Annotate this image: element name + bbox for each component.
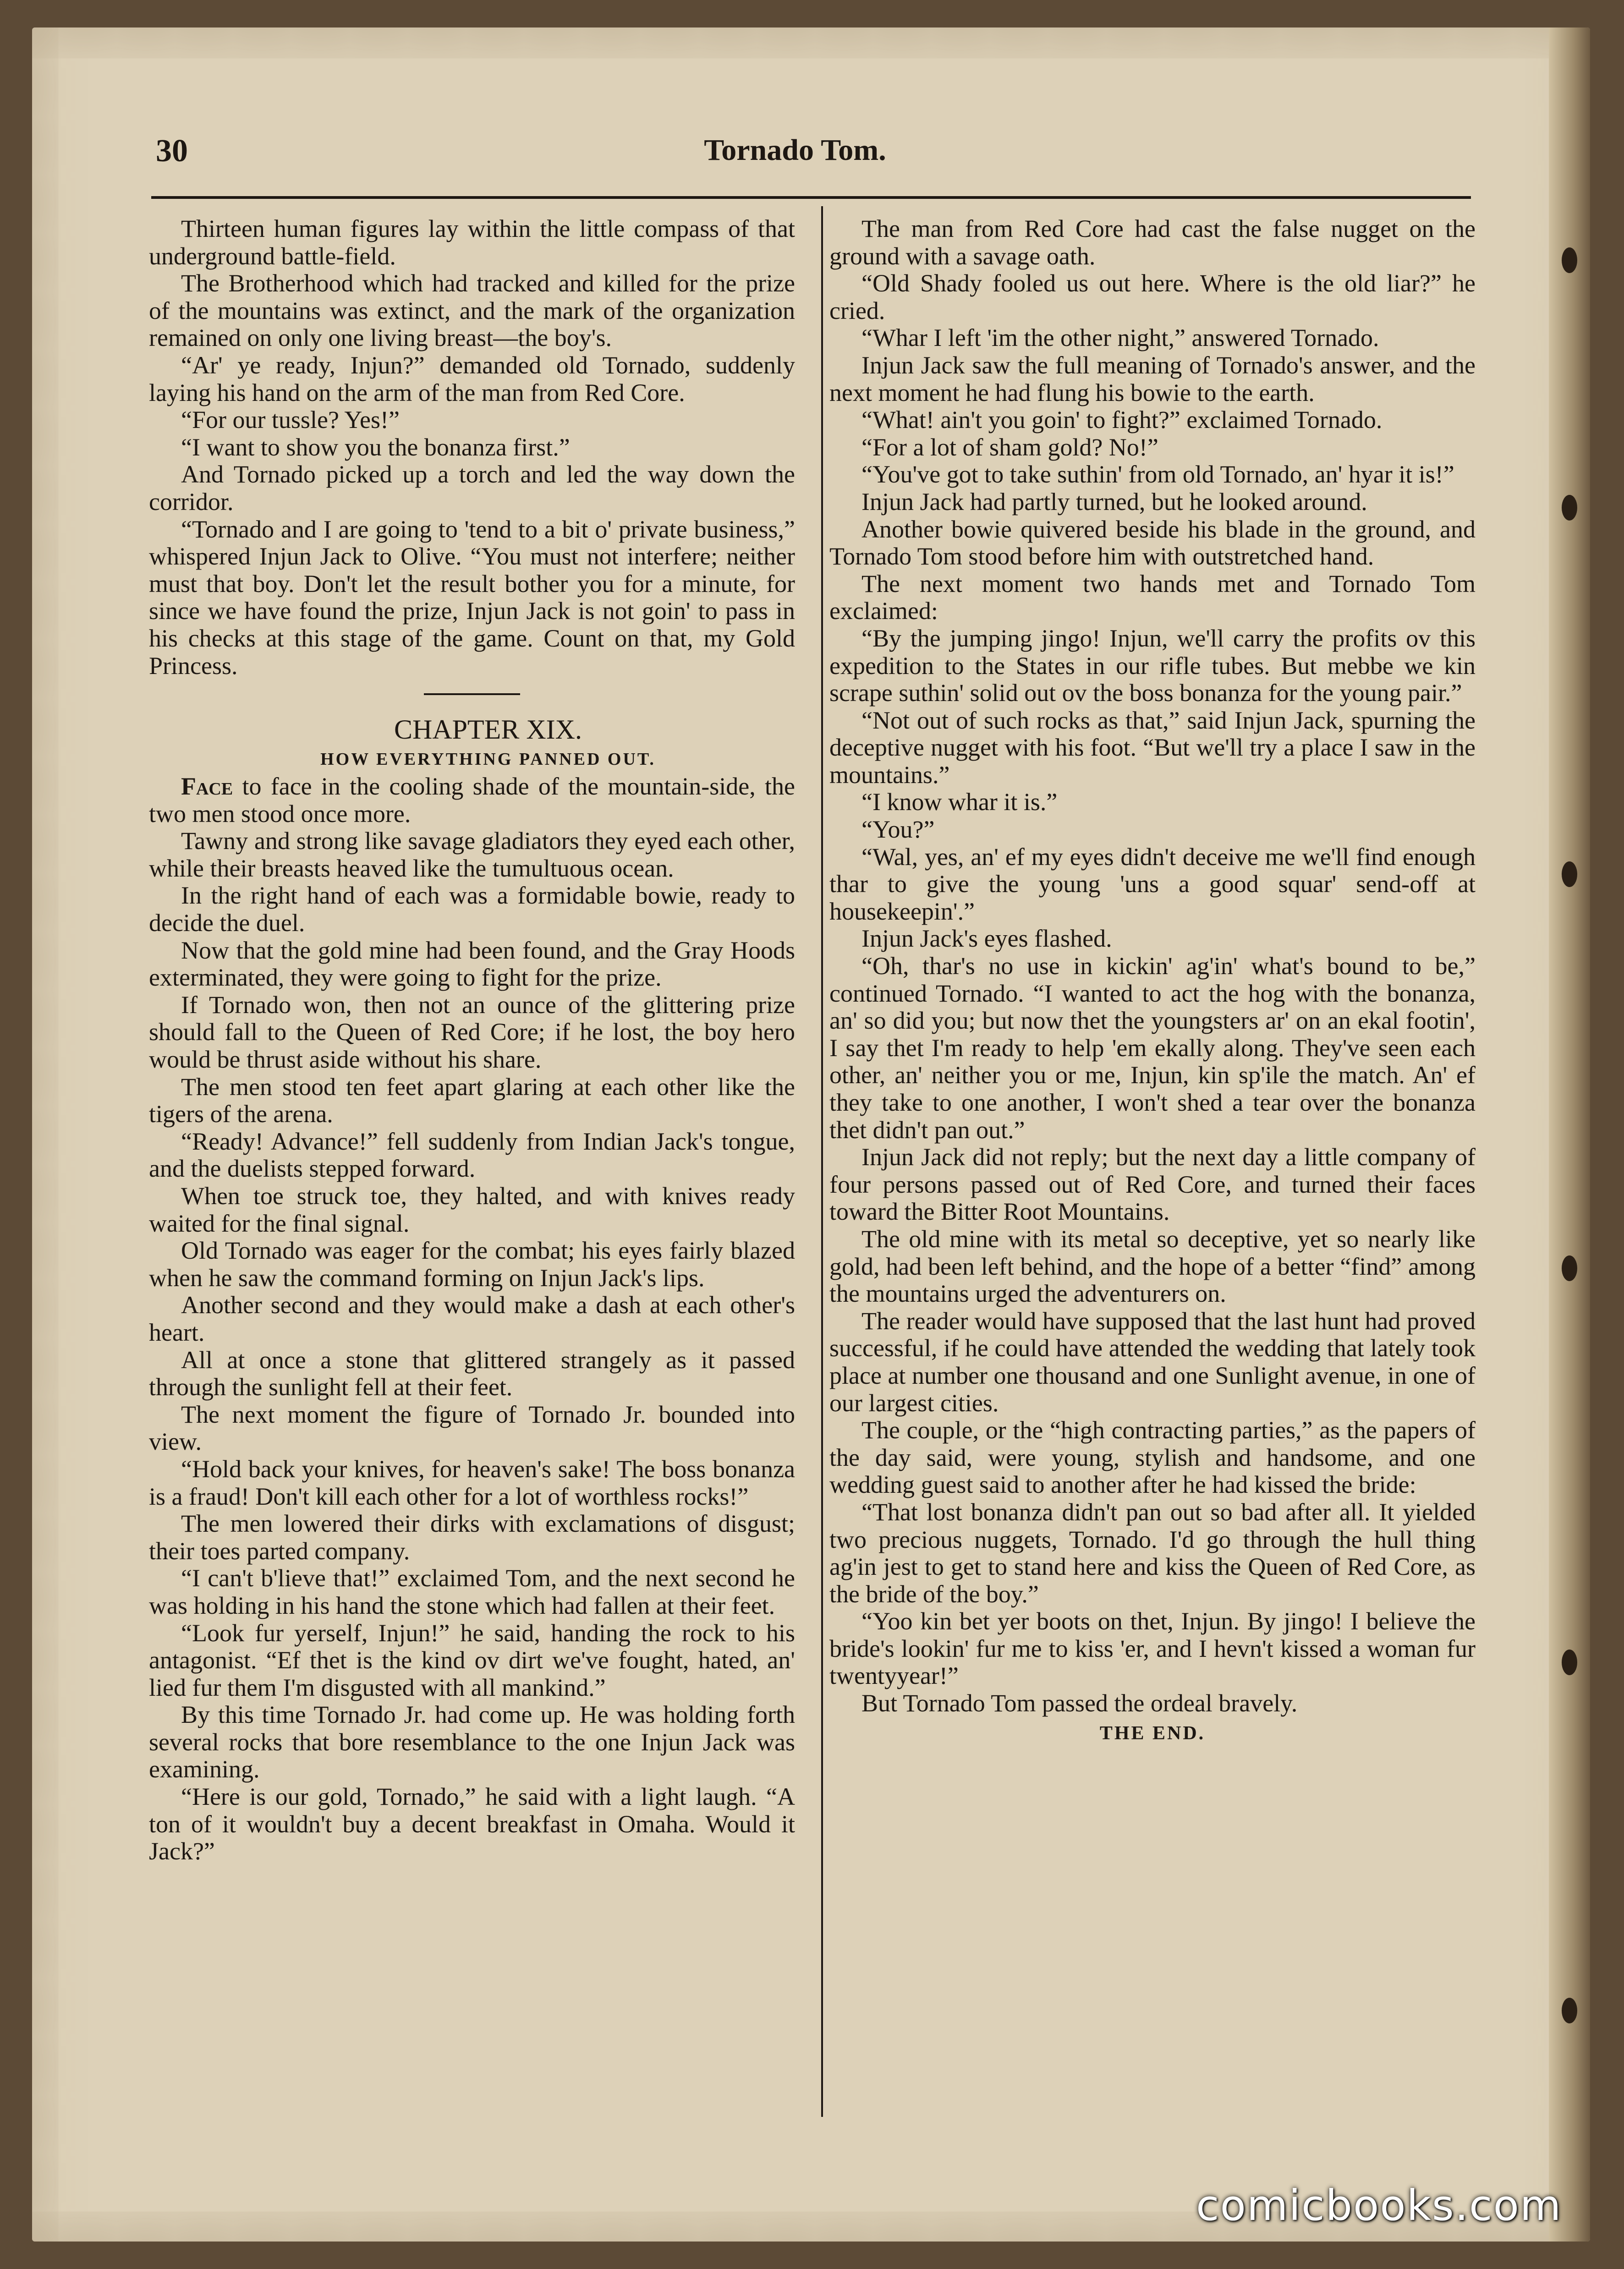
paragraph: The next moment two hands met and Tornado Tom exclaimed: <box>829 570 1476 625</box>
binding-hole <box>1562 247 1577 273</box>
the-end-label: THE END. <box>1099 1722 1206 1744</box>
binding-hole <box>1562 1255 1577 1281</box>
paragraph: “You've got to take suthin' from old Tornado, an' hyar it is!” <box>861 460 1454 488</box>
column-divider <box>821 206 823 2117</box>
paragraph: The man from Red Core had cast the false nugget on the ground with a savage oath. <box>829 215 1476 270</box>
paragraph: When toe struck toe, they halted, and with knives ready waited for the final signal. <box>149 1182 795 1237</box>
left-column <box>149 215 795 1865</box>
paragraph: “You?” <box>861 816 935 844</box>
paragraph: The couple, or the “high contracting parties,” as the papers of the day said, were young, stylish and handsome, and one wedding guest said to another after he had kissed the bride: <box>829 1416 1476 1499</box>
paragraph: “Look fur yerself, Injun!” he said, handing the rock to his antagonist. “Ef thet is the kind ov dirt we've fought, hated, an' lied fur them I'm disgusted with all mankind.” <box>149 1619 795 1701</box>
chapter-first-word: Face <box>181 773 233 800</box>
paragraph: “Whar I left 'im the other night,” answered Tornado. <box>861 324 1379 352</box>
paragraph: “For our tussle? Yes!” <box>181 406 400 434</box>
paragraph: “For a lot of sham gold? No!” <box>861 433 1158 461</box>
paragraph: Another second and they would make a dash at each other's heart. <box>149 1291 795 1346</box>
paragraph: By this time Tornado Jr. had come up. He was holding forth several rocks that bore resemblance to the one Injun Jack was examining. <box>149 1701 795 1783</box>
paragraph: The Brotherhood which had tracked and killed for the prize of the mountains was extinct, and the mark of the organization remained on only one living breast—the boy's. <box>149 269 795 352</box>
page-binding-edge <box>1549 27 1590 2242</box>
paragraph: “I know whar it is.” <box>861 788 1058 816</box>
paragraph: “I want to show you the bonanza first.” <box>181 433 570 461</box>
paragraph: “Oh, thar's no use in kickin' ag'in' what's bound to be,” continued Tornado. “I wanted to act the hog with the bonanza, an' so did you; but now thet the youngsters ar' on an ekal footin', I say thet I'm ready to help 'em ekally along. They've seen each other, an' neither you or me, Injun, kin sp'ile the match. An' ef they take to one another, I won't shed a tear over the bonanza thet didn't pan out.” <box>829 952 1476 1144</box>
paragraph: Injun Jack did not reply; but the next day a little company of four persons passed out of Red Core, and turned their faces toward the Bitter Root Mountains. <box>829 1143 1476 1226</box>
paragraph: “By the jumping jingo! Injun, we'll carry the profits ov this expedition to the States in our rifle tubes. But mebbe we kin scrape suthin' solid out ov the boss bonanza for the young pair.” <box>829 624 1476 707</box>
chapter-first-paragraph <box>149 773 795 828</box>
binding-hole <box>1562 495 1577 521</box>
running-title: Tornado Tom. <box>704 133 886 167</box>
paragraph: Old Tornado was eager for the combat; his eyes fairly blazed when he saw the command forming on Injun Jack's lips. <box>149 1237 795 1292</box>
page-number: 30 <box>156 133 188 169</box>
paragraph: But Tornado Tom passed the ordeal bravely. <box>861 1689 1298 1717</box>
paragraph: “Ready! Advance!” fell suddenly from Indian Jack's tongue, and the duelists stepped forward. <box>149 1127 795 1183</box>
chapter-subtitle: HOW EVERYTHING PANNED OUT. <box>320 750 656 769</box>
paragraph: “I can't b'lieve that!” exclaimed Tom, and the next second he was holding in his hand the stone which had fallen at their feet. <box>149 1564 795 1619</box>
paragraph: Injun Jack had partly turned, but he looked around. <box>861 488 1367 515</box>
paragraph: All at once a stone that glittered strangely as it passed through the sunlight fell at their feet. <box>149 1346 795 1401</box>
paragraph: The men stood ten feet apart glaring at each other like the tigers of the arena. <box>149 1073 795 1128</box>
paragraph: Now that the gold mine had been found, and the Gray Hoods exterminated, they were going to fight for the prize. <box>149 936 795 992</box>
paragraph: “Not out of such rocks as that,” said Injun Jack, spurning the deceptive nugget with his foot. “But we'll try a place I saw in the mountains.” <box>829 706 1476 789</box>
binding-hole <box>1562 861 1577 887</box>
paragraph: The next moment the figure of Tornado Jr. bounded into view. <box>149 1400 795 1456</box>
paragraph: “Wal, yes, an' ef my eyes didn't deceive me we'll find enough thar to give the young 'uns a good squar' send-off at housekeepin'.” <box>829 843 1476 925</box>
header-rule <box>151 196 1471 199</box>
paragraph: In the right hand of each was a formidable bowie, ready to decide the duel. <box>149 882 795 937</box>
binding-hole <box>1562 1998 1577 2023</box>
paragraph: “What! ain't you goin' to fight?” exclaimed Tornado. <box>861 406 1383 434</box>
paragraph: Injun Jack's eyes flashed. <box>861 925 1112 953</box>
page-header <box>124 133 1466 179</box>
chapter-divider <box>424 693 520 695</box>
paragraph: The old mine with its metal so deceptive, yet so nearly like gold, had been left behind, and the hope of a better “find” among the mountains urged the adventurers on. <box>829 1225 1476 1308</box>
paragraph: Tawny and strong like savage gladiators they eyed each other, while their breasts heaved like the tumultuous ocean. <box>149 827 795 882</box>
paragraph: “Here is our gold, Tornado,” he said with a light laugh. “A ton of it wouldn't buy a decent breakfast in Omaha. Would it Jack?” <box>149 1783 795 1865</box>
paragraph: If Tornado won, then not an ounce of the glittering prize should fall to the Queen of Red Core; if he lost, the boy hero would be thrust aside without his share. <box>149 991 795 1074</box>
chapter-first-paragraph-text: to face in the cooling shade of the mountain-side, the two men stood once more. <box>149 773 795 828</box>
paragraph: “Old Shady fooled us out here. Where is the old liar?” he cried. <box>829 269 1476 324</box>
paragraph: Another bowie quivered beside his blade in the ground, and Tornado Tom stood before him with outstretched hand. <box>829 515 1476 570</box>
right-column <box>829 215 1476 1747</box>
paragraph: The men lowered their dirks with exclamations of disgust; their toes parted company. <box>149 1510 795 1565</box>
paragraph: “Yoo kin bet yer boots on thet, Injun. By jingo! I believe the bride's lookin' fur me to kiss 'er, and I hevn't kissed a woman fur twentyyear!” <box>829 1607 1476 1690</box>
paragraph: Thirteen human figures lay within the little compass of that underground battle-field. <box>149 215 795 270</box>
paragraph: Injun Jack saw the full meaning of Tornado's answer, and the next moment he had flung his bowie to the earth. <box>829 351 1476 406</box>
paragraph: And Tornado picked up a torch and led the way down the corridor. <box>149 460 795 515</box>
binding-hole <box>1562 1650 1577 1675</box>
watermark: comicbooks.com <box>1196 2181 1562 2230</box>
paragraph: “Tornado and I are going to 'tend to a bit o' private business,” whispered Injun Jack to Olive. “You must not interfere; neither must that boy. Don't let the result bother you for a minute, for since we have found the prize, Injun Jack is not goin' to pass in his checks at this stage of the game. Count on that, my Gold Princess. <box>149 515 795 680</box>
paragraph: The reader would have supposed that the last hunt had proved successful, if he could have attended the wedding that lately took place at number one thousand and one Sunlight avenue, in one of our largest cities. <box>829 1307 1476 1417</box>
paragraph: “That lost bonanza didn't pan out so bad after all. It yielded two precious nuggets, Tornado. I'd go through the hull thing ag'in jest to get to stand here and kiss the Queen of Red Core, as the bride of the boy.” <box>829 1498 1476 1608</box>
paragraph: “Ar' ye ready, Injun?” demanded old Tornado, suddenly laying his hand on the arm of the man from Red Core. <box>149 351 795 406</box>
chapter-title: CHAPTER XIX. <box>394 714 582 745</box>
paragraph: “Hold back your knives, for heaven's sake! The boss bonanza is a fraud! Don't kill each other for a lot of worthless rocks!” <box>149 1455 795 1510</box>
